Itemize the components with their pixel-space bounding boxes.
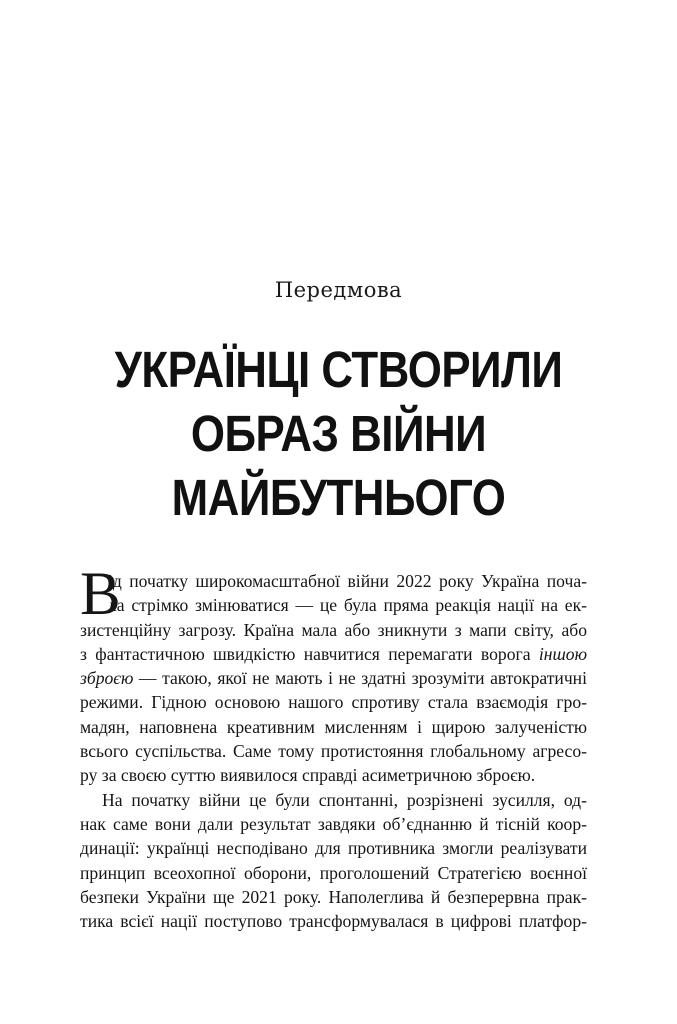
italic-text: зброєю bbox=[80, 668, 134, 689]
text-line: тика всієї нації поступово трансформувалася в цифрові платфор- bbox=[80, 911, 587, 932]
text-line: На початку війни це були спонтанні, розрізнені зусилля, од- bbox=[102, 789, 587, 810]
text-segment: з фантастичною швидкістю навчитися перемагати ворога bbox=[80, 643, 539, 664]
text-line: режими. Гідною основою нашого спротиву стала взаємодія гро- bbox=[80, 692, 587, 713]
text-line bbox=[80, 666, 587, 690]
text-line bbox=[80, 642, 587, 666]
text-line: ла стрімко змінюватися — це була пряма реакція нації на ек- bbox=[108, 595, 587, 616]
text-line: динації: українці несподівано для противника змогли реалізувати bbox=[80, 838, 587, 859]
chapter-title-line-1: УКРАЇНЦІ СТВОРИЛИ bbox=[114, 341, 563, 398]
chapter-title-line-2: ОБРАЗ ВІЙНИ bbox=[190, 405, 487, 462]
chapter-title bbox=[99, 338, 578, 530]
text-line: безпеки України ще 2021 року. Наполеглива й безперервна прак- bbox=[80, 886, 587, 907]
drop-cap: В bbox=[80, 561, 121, 628]
section-label: Передмова bbox=[274, 278, 403, 302]
body-text bbox=[80, 561, 587, 933]
text-line: зистенційну загрозу. Країна мала або зникнути з мапи світу, або bbox=[80, 619, 587, 640]
text-line: ру за своєю суттю виявилося справді асиметричною зброєю. bbox=[80, 765, 536, 786]
text-line: нак саме вони дали результат завдяки об’єднанню й тісній коор- bbox=[80, 813, 587, 834]
text-segment: — такою, якої не мають і не здатні зрозуміти автократичні bbox=[133, 668, 587, 689]
text-line: принцип всеохопної оборони, проголошений Стратегією воєнної bbox=[80, 862, 587, 883]
italic-text: іншою bbox=[538, 643, 587, 664]
text-line: ід початку широкомасштабної війни 2022 року Україна поча- bbox=[108, 571, 587, 591]
text-line: всього суспільства. Саме тому протистояння глобальному агресо- bbox=[80, 741, 587, 762]
chapter-title-line-3: МАЙБУТНЬОГО bbox=[171, 469, 506, 526]
text-line: мадян, наповнена креативним мисленням і щирою залученістю bbox=[80, 716, 587, 737]
